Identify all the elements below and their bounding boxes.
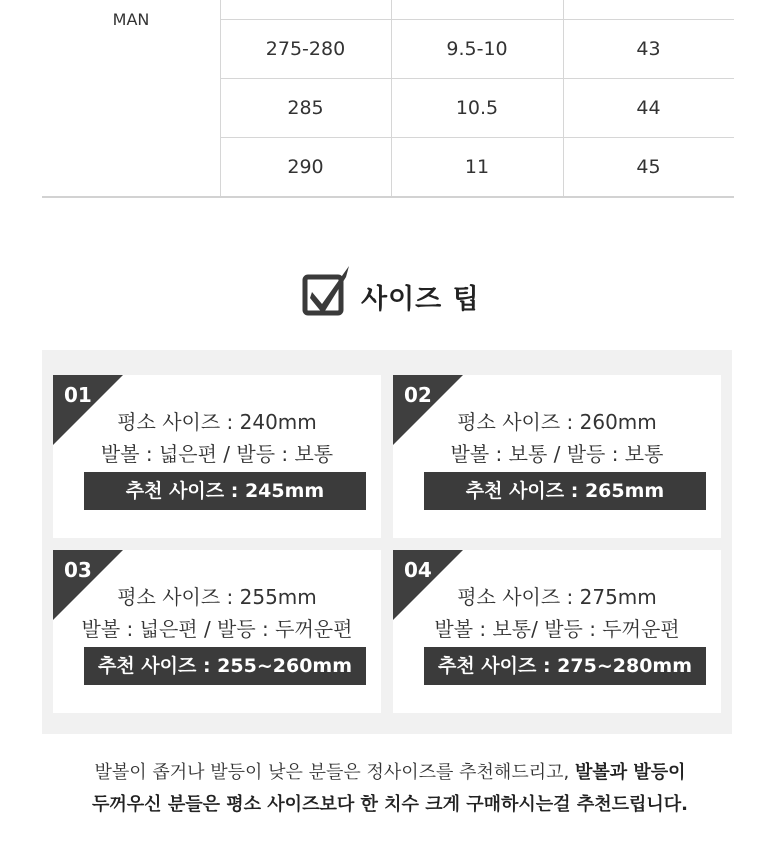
note-emphasis: 발볼과 발등이 [574,762,686,783]
tip-usual-size: 평소 사이즈 : 260mm [457,410,657,434]
tip-card-03 [53,550,381,713]
tip-foot-shape: 발볼 : 보통/ 발등 : 두꺼운편 [434,617,680,641]
size-table [42,0,734,199]
tip-recommended-size: 추천 사이즈 : 255~260mm [84,647,366,685]
size-tip-heading [0,262,780,322]
tip-number: 01 [64,383,92,407]
tip-usual-size: 평소 사이즈 : 240mm [117,410,317,434]
size-category-label: MAN [112,10,150,29]
tip-recommended-size: 추천 사이즈 : 275~280mm [424,647,706,685]
size-tip-title: 사이즈 팁 [361,284,480,315]
tip-recommended-size: 추천 사이즈 : 245mm [84,472,366,510]
tip-card-01 [53,375,381,538]
table-bottom-border [42,196,734,198]
table-cell-kr-size: 275-280 [265,38,346,60]
checkbox-check-icon [302,262,354,318]
table-cell-eu-size: 43 [636,38,661,60]
tip-number: 03 [64,558,92,582]
table-cell-us-size: 9.5-10 [446,38,508,60]
table-cell-kr-size: 290 [287,156,324,178]
note-text: 발볼이 좁거나 발등이 낮은 분들은 정사이즈를 추천해드리고, [94,762,575,783]
tip-card-04 [393,550,721,713]
note-emphasis: 두꺼우신 분들은 평소 사이즈보다 한 치수 크게 구매하시는걸 추천드립니다. [92,794,688,815]
table-cell-kr-size: 285 [287,97,324,119]
note-line-2 [0,789,780,821]
table-cell-us-size: 11 [464,156,490,178]
size-advice-note [0,757,780,821]
table-cell-us-size: 10.5 [455,97,499,119]
table-cell-eu-size: 44 [636,97,661,119]
tip-usual-size: 평소 사이즈 : 275mm [457,585,657,609]
tip-foot-shape: 발볼 : 넓은편 / 발등 : 두꺼운편 [81,617,353,641]
tip-recommended-size: 추천 사이즈 : 265mm [424,472,706,510]
tip-number: 04 [404,558,432,582]
size-tips-panel [42,350,732,734]
note-line-1 [0,757,780,789]
table-cell-eu-size: 45 [636,156,661,178]
tip-card-02 [393,375,721,538]
tip-foot-shape: 발볼 : 보통 / 발등 : 보통 [450,442,664,466]
tip-number: 02 [404,383,432,407]
tip-usual-size: 평소 사이즈 : 255mm [117,585,317,609]
tip-foot-shape: 발볼 : 넓은편 / 발등 : 보통 [100,442,334,466]
